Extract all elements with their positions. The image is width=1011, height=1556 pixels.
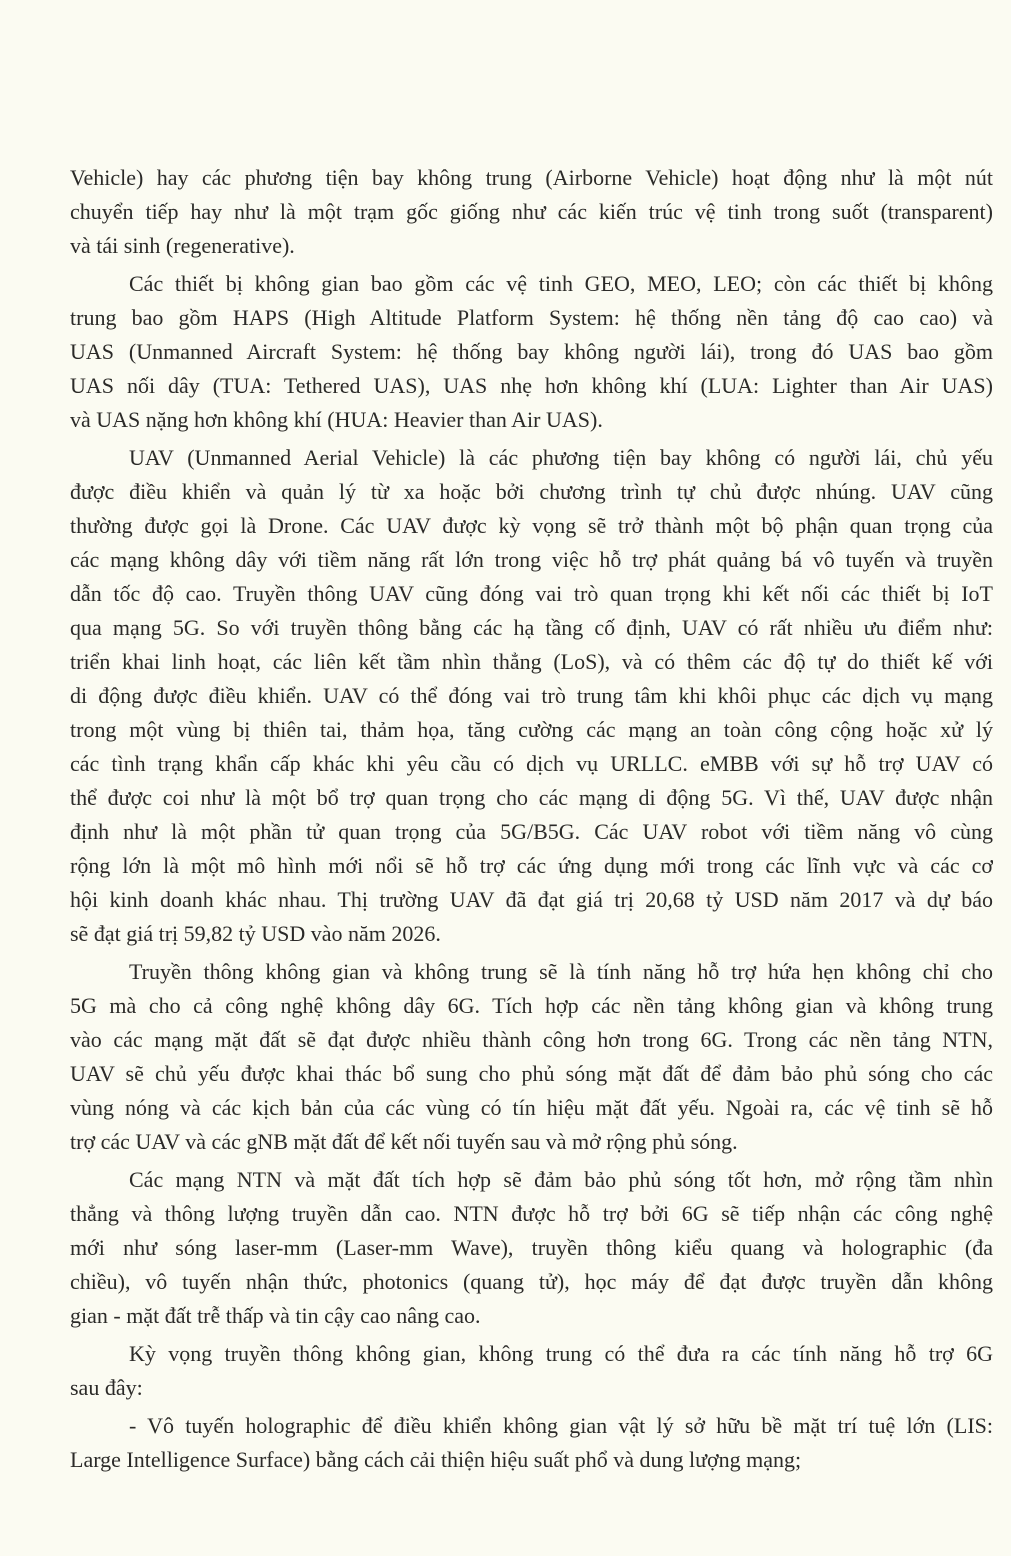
- text-line: chuyển tiếp hay như là một trạm gốc giống như các kiến trúc vệ tinh trong suốt (transparent): [70, 199, 993, 224]
- text-line: rộng lớn là một mô hình mới nổi sẽ hỗ trợ các ứng dụng mới trong các lĩnh vực và các cơ: [70, 853, 993, 878]
- text-line: chiều), vô tuyến nhận thức, photonics (quang tử), học máy để đạt được truyền dẫn không: [70, 1269, 993, 1294]
- text-line: và tái sinh (regenerative).: [70, 233, 295, 258]
- text-line: hội kinh doanh khác nhau. Thị trường UAV đã đạt giá trị 20,68 tỷ USD năm 2017 và dự báo: [70, 887, 993, 912]
- text-line: Các mạng NTN và mặt đất tích hợp sẽ đảm bảo phủ sóng tốt hơn, mở rộng tầm nhìn: [129, 1167, 993, 1192]
- text-line: - Vô tuyến holographic để điều khiển không gian vật lý sở hữu bề mặt trí tuệ lớn (LIS:: [129, 1413, 993, 1438]
- text-line: thẳng và thông lượng truyền dẫn cao. NTN được hỗ trợ bởi 6G sẽ tiếp nhận các công nghệ: [70, 1201, 993, 1226]
- text-line: gian - mặt đất trễ thấp và tin cậy cao nâng cao.: [70, 1303, 481, 1328]
- text-line: Truyền thông không gian và không trung sẽ là tính năng hỗ trợ hứa hẹn không chỉ cho: [129, 959, 993, 984]
- paragraph: [70, 1409, 993, 1477]
- document-page: [70, 161, 993, 1481]
- text-line: Kỳ vọng truyền thông không gian, không trung có thể đưa ra các tính năng hỗ trợ 6G: [129, 1341, 993, 1366]
- text-line: UAS nối dây (TUA: Tethered UAS), UAS nhẹ hơn không khí (LUA: Lighter than Air UAS): [70, 373, 993, 398]
- text-line: trung bao gồm HAPS (High Altitude Platform System: hệ thống nền tảng độ cao cao) và: [70, 305, 993, 330]
- text-line: di động được điều khiển. UAV có thể đóng vai trò trung tâm khi khôi phục các dịch vụ mạng: [70, 683, 993, 708]
- text-line: thường được gọi là Drone. Các UAV được kỳ vọng sẽ trở thành một bộ phận quan trọng của: [70, 513, 993, 538]
- text-line: UAS (Unmanned Aircraft System: hệ thống bay không người lái), trong đó UAS bao gồm: [70, 339, 993, 364]
- text-line: các tình trạng khẩn cấp khác khi yêu cầu có dịch vụ URLLC. eMBB với sự hỗ trợ UAV có: [70, 751, 993, 776]
- paragraph: [70, 955, 993, 1159]
- text-line: 5G mà cho cả công nghệ không dây 6G. Tích hợp các nền tảng không gian và không trung: [70, 993, 993, 1018]
- text-line: sau đây:: [70, 1375, 143, 1400]
- text-line: mới như sóng laser-mm (Laser-mm Wave), truyền thông kiểu quang và holographic (đa: [70, 1235, 993, 1260]
- text-line: trợ các UAV và các gNB mặt đất để kết nối tuyến sau và mở rộng phủ sóng.: [70, 1129, 738, 1154]
- text-line: Large Intelligence Surface) bằng cách cải thiện hiệu suất phổ và dung lượng mạng;: [70, 1447, 802, 1472]
- text-line: định như là một phần tử quan trọng của 5G/B5G. Các UAV robot với tiềm năng vô cùng: [70, 819, 993, 844]
- text-line: qua mạng 5G. So với truyền thông bằng các hạ tầng cố định, UAV có rất nhiều ưu điểm như:: [70, 615, 993, 640]
- text-line: vào các mạng mặt đất sẽ đạt được nhiều thành công hơn trong 6G. Trong các nền tảng NTN,: [70, 1027, 993, 1052]
- text-line: UAV (Unmanned Aerial Vehicle) là các phương tiện bay không có người lái, chủ yếu: [129, 445, 993, 470]
- text-line: và UAS nặng hơn không khí (HUA: Heavier than Air UAS).: [70, 407, 603, 432]
- text-line: được điều khiển và quản lý từ xa hoặc bởi chương trình tự chủ được nhúng. UAV cũng: [70, 479, 993, 504]
- text-line: vùng nóng và các kịch bản của các vùng có tín hiệu mặt đất yếu. Ngoài ra, các vệ tinh sẽ hỗ: [70, 1095, 993, 1120]
- text-line: thể được coi như là một bổ trợ quan trọng cho các mạng di động 5G. Vì thế, UAV được nhận: [70, 785, 993, 810]
- text-line: trong một vùng bị thiên tai, thảm họa, tăng cường các mạng an toàn công cộng hoặc xử lý: [70, 717, 993, 742]
- text-line: triển khai linh hoạt, các liên kết tầm nhìn thẳng (LoS), và có thêm các độ tự do thiết kế với: [70, 649, 993, 674]
- text-line: UAV sẽ chủ yếu được khai thác bổ sung cho phủ sóng mặt đất để đảm bảo phủ sóng cho các: [70, 1061, 993, 1086]
- text-line: Vehicle) hay các phương tiện bay không trung (Airborne Vehicle) hoạt động như là một nút: [70, 165, 993, 190]
- paragraph: [70, 161, 993, 263]
- text-line: sẽ đạt giá trị 59,82 tỷ USD vào năm 2026.: [70, 921, 441, 946]
- text-line: dẫn tốc độ cao. Truyền thông UAV cũng đóng vai trò quan trọng khi kết nối các thiết bị IoT: [70, 581, 993, 606]
- paragraph: [70, 1337, 993, 1405]
- paragraph: [70, 441, 993, 951]
- paragraph: [70, 1163, 993, 1333]
- text-line: các mạng không dây với tiềm năng rất lớn trong việc hỗ trợ phát quảng bá vô tuyến và truyền: [70, 547, 993, 572]
- text-line: Các thiết bị không gian bao gồm các vệ tinh GEO, MEO, LEO; còn các thiết bị không: [129, 271, 993, 296]
- paragraph: [70, 267, 993, 437]
